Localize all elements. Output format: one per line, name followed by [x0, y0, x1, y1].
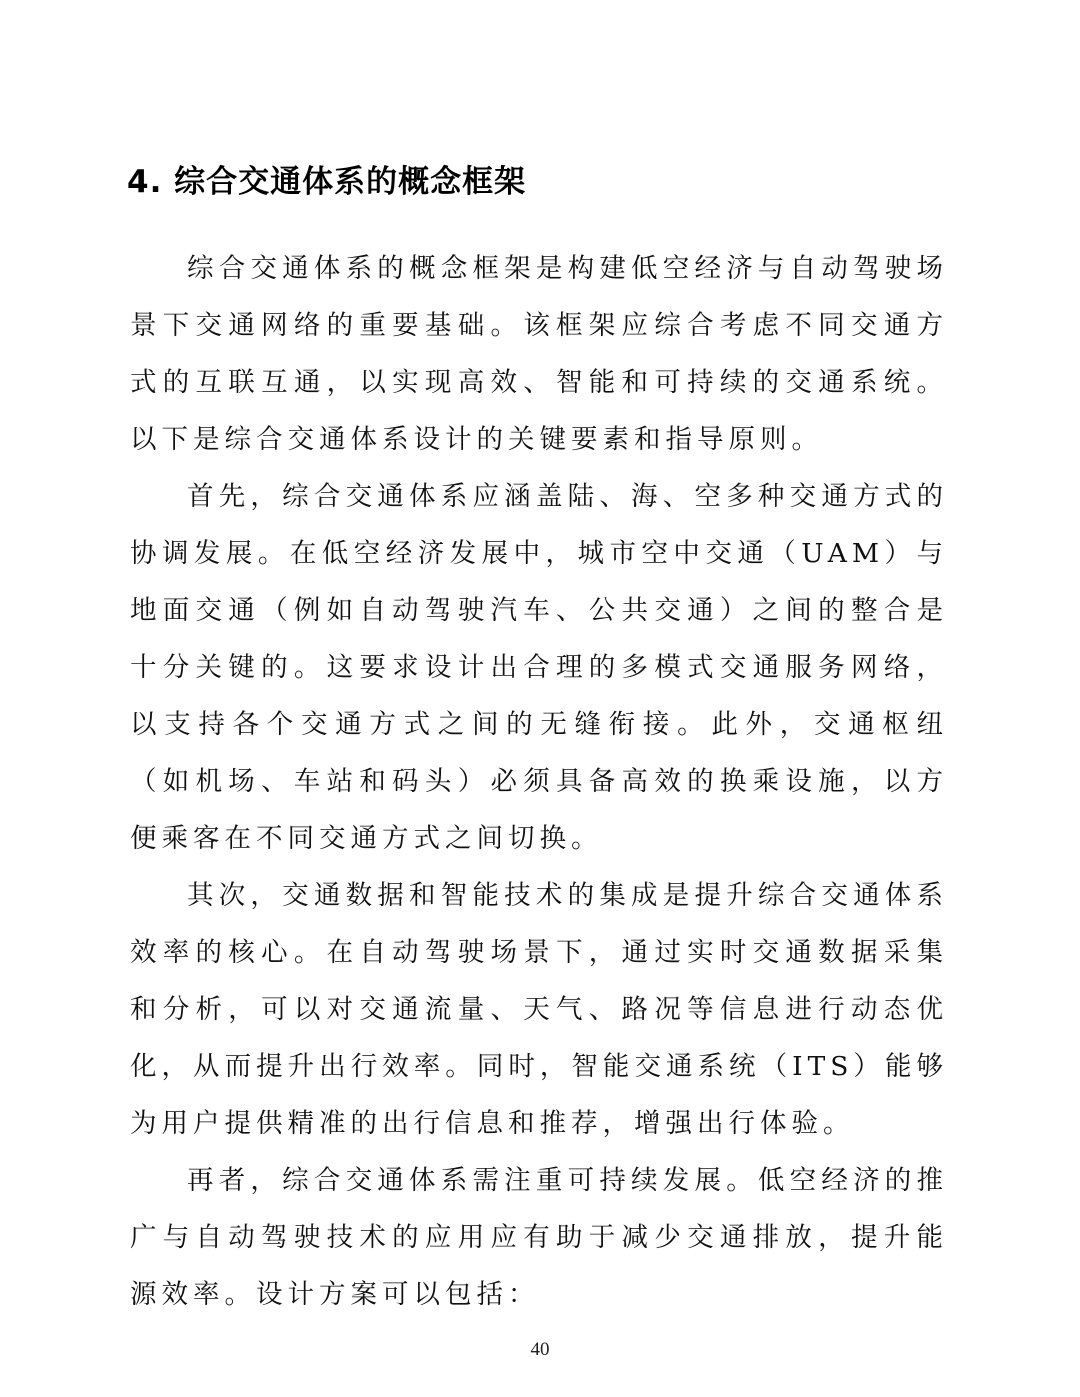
paragraph-first: 首先，综合交通体系应涵盖陆、海、空多种交通方式的协调发展。在低空经济发展中，城市空中交通（UAM）与地面交通（例如自动驾驶汽车、公共交通）之间的整合是十分关键的。这要求设计出合理的多模式交通服务网络，以支持各个交通方式之间的无缝衔接。此外，交通枢纽（如机场、车站和码头）必须具备高效的换乘设施，以方便乘客在不同交通方式之间切换。 [130, 481, 948, 854]
page-number: 40 [530, 1339, 550, 1360]
paragraph-second: 其次，交通数据和智能技术的集成是提升综合交通体系效率的核心。在自动驾驶场景下，通过实时交通数据采集和分析，可以对交通流量、天气、路况等信息进行动态优化，从而提升出行效率。同时，智能交通系统（ITS）能够为用户提供精准的出行信息和推荐，增强出行体验。 [130, 880, 948, 1139]
section-heading: 4. 综合交通体系的概念框架 [127, 164, 527, 200]
paragraph-third: 再者，综合交通体系需注重可持续发展。低空经济的推广与自动驾驶技术的应用应有助于减少交通排放，提升能源效率。设计方案可以包括： [130, 1165, 948, 1310]
paragraph-intro: 综合交通体系的概念框架是构建低空经济与自动驾驶场景下交通网络的重要基础。该框架应综合考虑不同交通方式的互联互通，以实现高效、智能和可持续的交通系统。以下是综合交通体系设计的关键要素和指导原则。 [130, 253, 948, 455]
body-text [130, 240, 948, 1323]
